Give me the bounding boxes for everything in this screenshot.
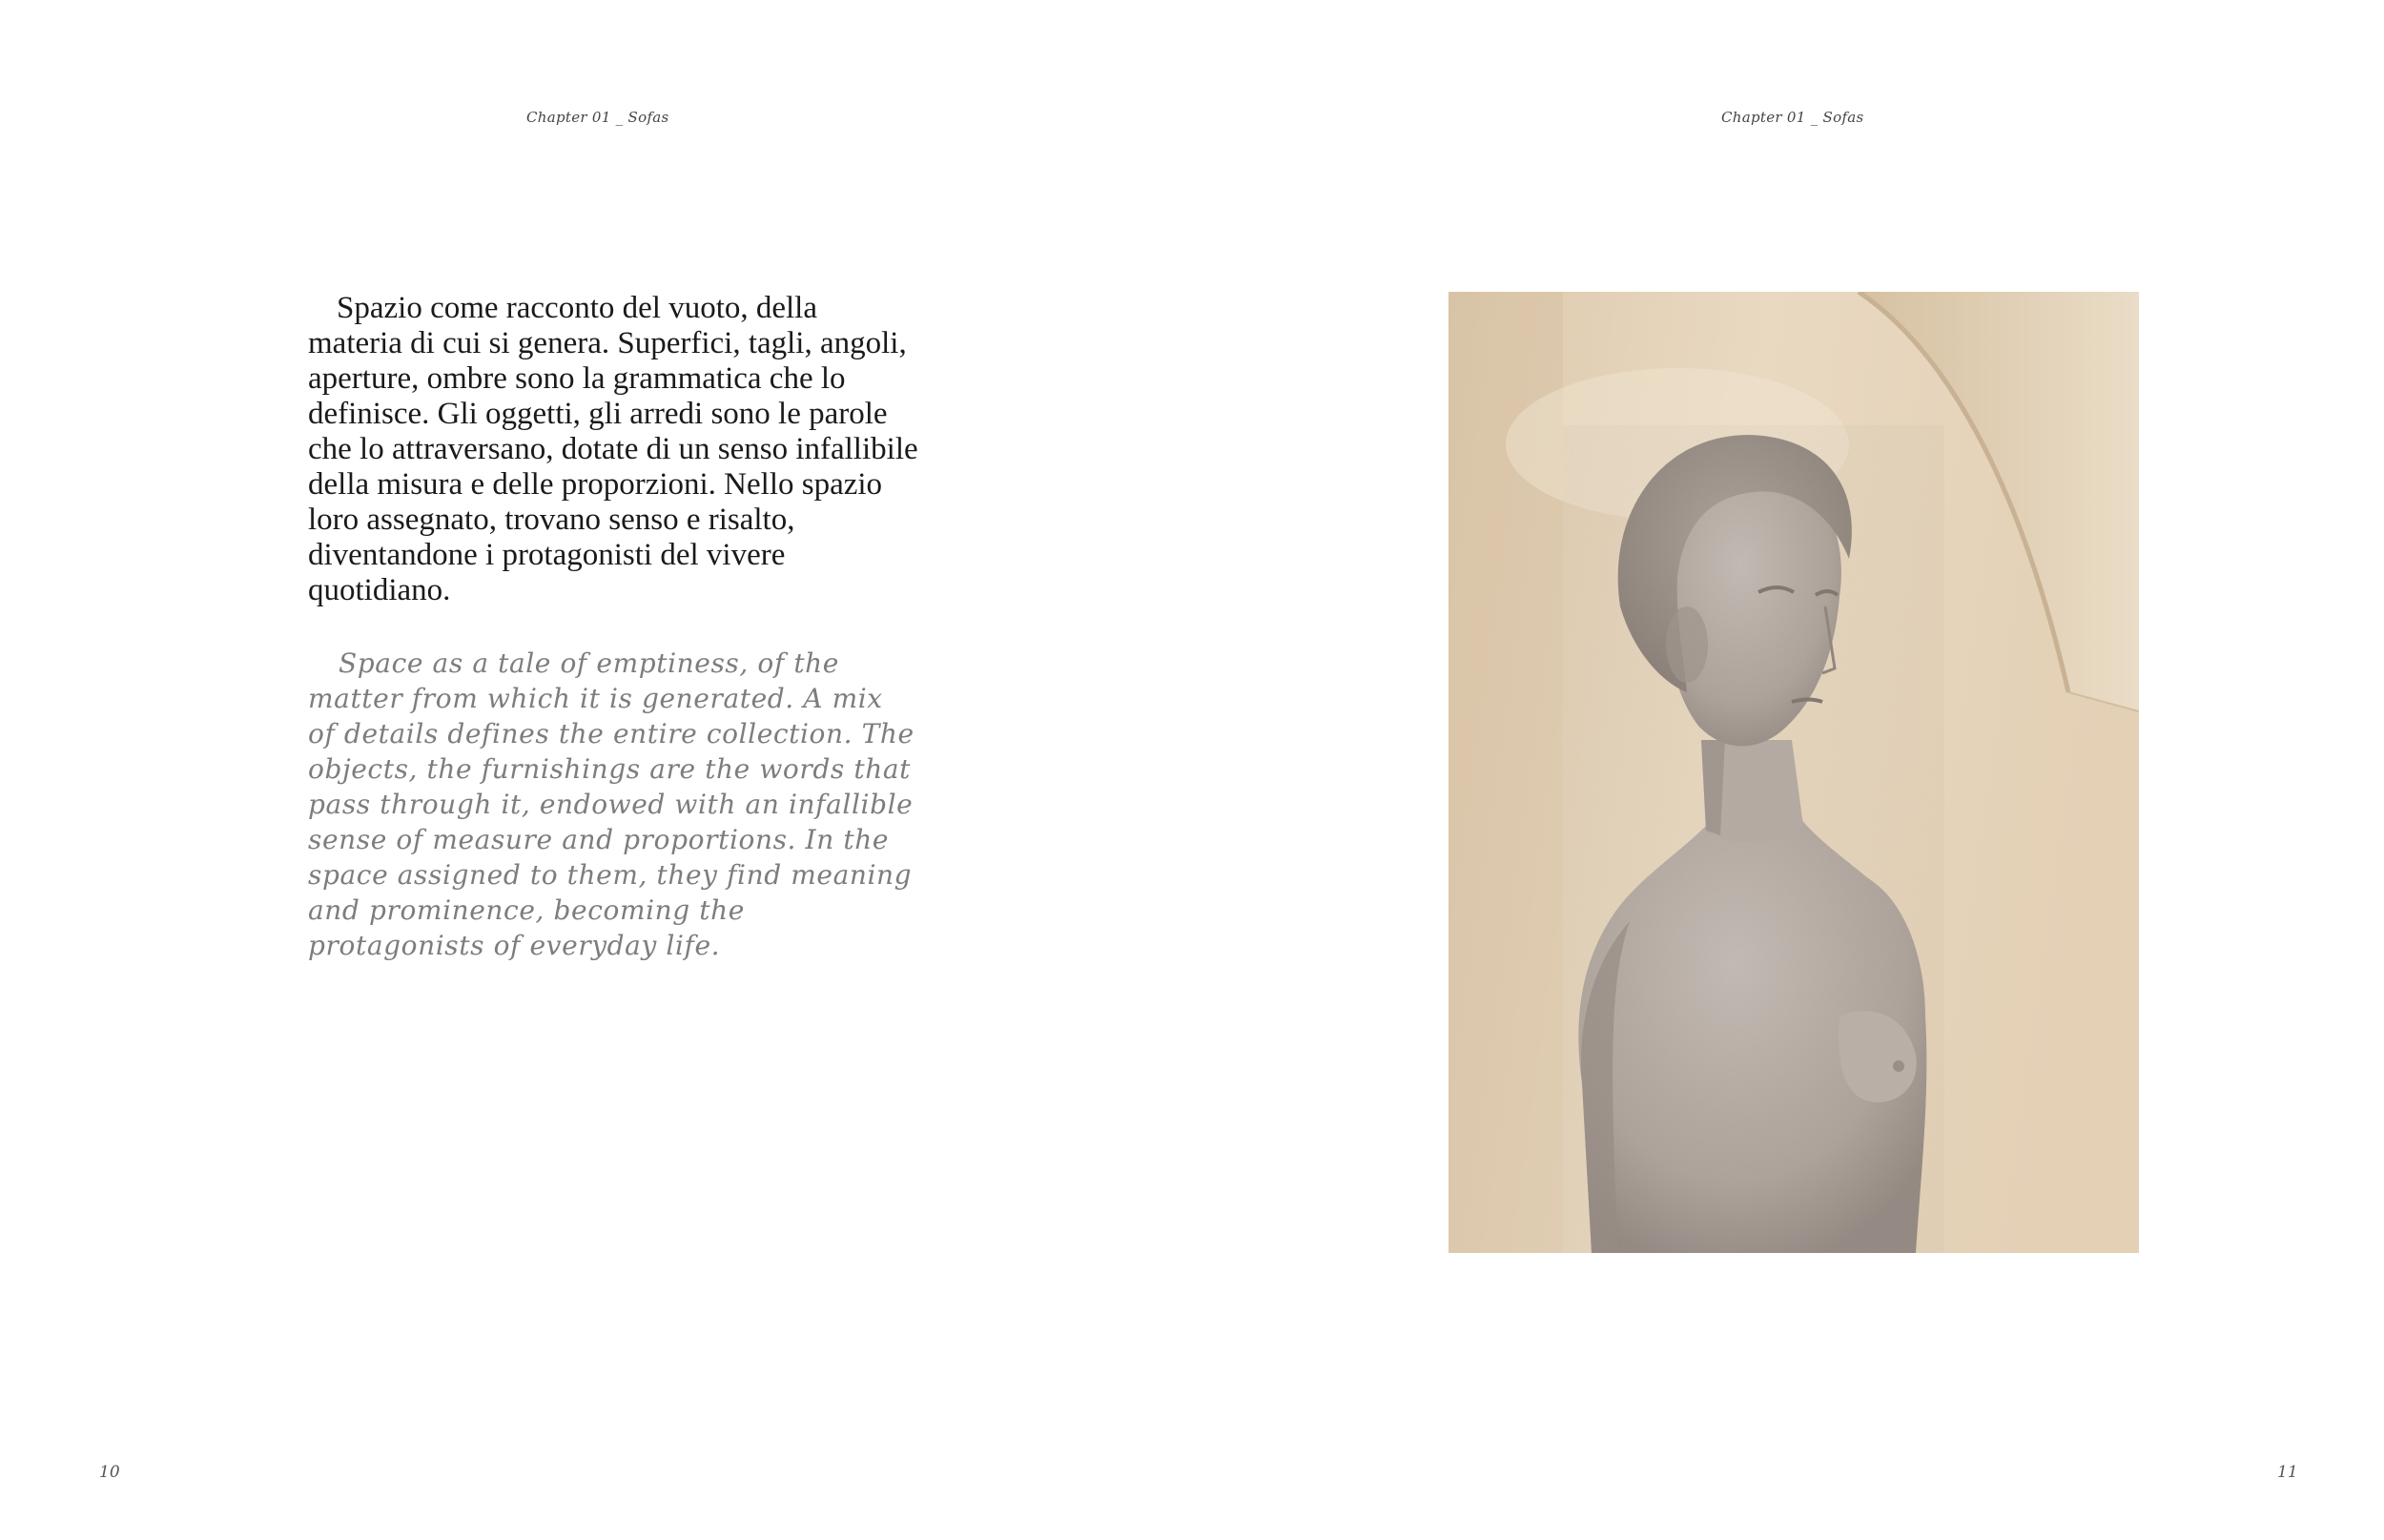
body-text-italian: Spazio come racconto del vuoto, della materia di cui si genera. Superfici, tagli, angoli, aperture, ombre sono la grammatica che lo definisce. Gli oggetti, gli arredi sono le parole che lo attraversano, dotate di un senso infallibile della misura e delle proporzioni. Nello spazio loro assegnato, trovano senso e risalto, diventandone i protagonisti del vivere quotidiano. [308, 291, 918, 607]
running-head-right: Chapter 01 _ Sofas [1721, 109, 1864, 126]
page-number-right: 11 [2277, 1463, 2298, 1482]
page-number-left: 10 [99, 1463, 120, 1482]
sculpture-photo [1449, 292, 2139, 1253]
body-text-english: Space as a tale of emptiness, of the matter from which it is generated. A mix of details defines the entire collection. The objects, the furnishings are the words that pass through it, endowed with an infallible sense of measure and proportions. In the space assigned to them, they find meaning and prominence, becoming the protagonists of everyday life. [308, 647, 915, 961]
running-head-left: Chapter 01 _ Sofas [526, 109, 669, 126]
